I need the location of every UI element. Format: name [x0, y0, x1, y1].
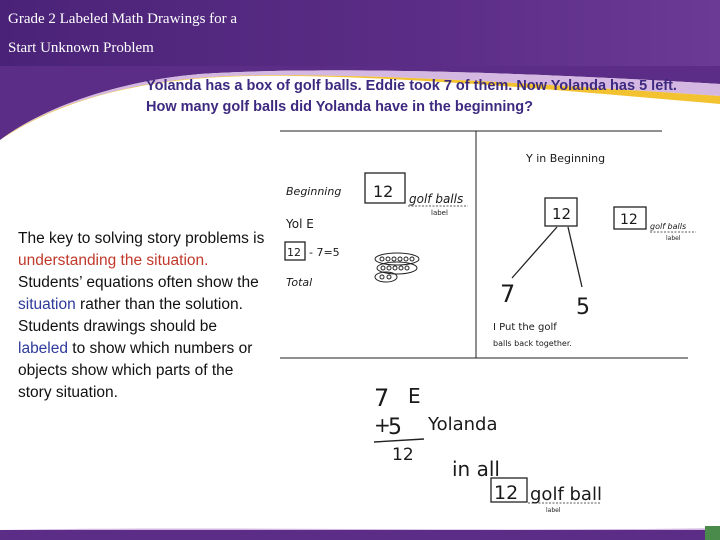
side-golf-balls-label: golf balls: [650, 222, 687, 231]
label-caption-right: label: [666, 235, 681, 242]
yol-e-label: Yol E: [286, 217, 314, 231]
bottom-row2-number: 5: [388, 415, 402, 440]
left-branch-value: 7: [500, 280, 516, 308]
golf-balls-label: golf balls: [409, 192, 464, 206]
in-all-label: in all: [452, 457, 500, 481]
label-caption-bottom: label: [546, 507, 561, 514]
equation-text: - 7=5: [309, 246, 340, 259]
golf-ball-label: golf ball: [530, 484, 602, 505]
highlight-labeled: labeled: [18, 340, 68, 357]
left-work: [285, 173, 468, 289]
bottom-box-value: 12: [494, 482, 519, 504]
bottom-row1-number: 7: [374, 384, 390, 412]
equation-box-value: 12: [287, 246, 301, 259]
work-grid: [280, 131, 688, 358]
right-title: Y in Beginning: [526, 152, 606, 165]
bottom-plus-sign: +: [374, 413, 391, 437]
problem-statement: Yolanda has a box of golf balls. Eddie took 7 of them. Now Yolanda has 5 left. How many golf balls did Yolanda have in the beginning?: [146, 78, 677, 115]
title-line-1: Grade 2 Labeled Math Drawings for a: [8, 11, 238, 27]
bottom-row1-label: E: [408, 384, 421, 408]
title-line-2: Start Unknown Problem: [8, 40, 154, 56]
footer-strip: [0, 526, 720, 540]
top-box-value: 12: [552, 205, 572, 223]
side-box-value: 12: [620, 212, 638, 228]
golf-ball-groups: [375, 253, 419, 282]
bottom-result: 12: [392, 445, 414, 465]
right-branch-value: 5: [576, 295, 590, 320]
number-bond-lines: [512, 227, 582, 287]
label-caption-left: label: [431, 209, 448, 217]
total-label: Total: [286, 276, 313, 289]
bottom-work: [374, 384, 602, 514]
beginning-box-value: 12: [373, 182, 394, 201]
highlight-understanding: understanding the situation.: [18, 252, 209, 269]
highlight-situation: situation: [18, 296, 76, 313]
explanation-part-3: rather than the solution. Students drawings should be: [18, 296, 243, 335]
explanation-part-4: to show which numbers or objects show which parts of the story situation.: [18, 340, 253, 401]
note-line-1: I Put the golf: [493, 322, 557, 333]
note-line-2: balls back together.: [493, 339, 572, 348]
beginning-label: Beginning: [286, 185, 342, 198]
bottom-yolanda-label: Yolanda: [428, 414, 498, 435]
explanation-part-1: The key to solving story problems is: [18, 230, 265, 247]
explanation-part-2: Students’ equations often show the: [18, 274, 259, 291]
right-work: [493, 152, 696, 348]
